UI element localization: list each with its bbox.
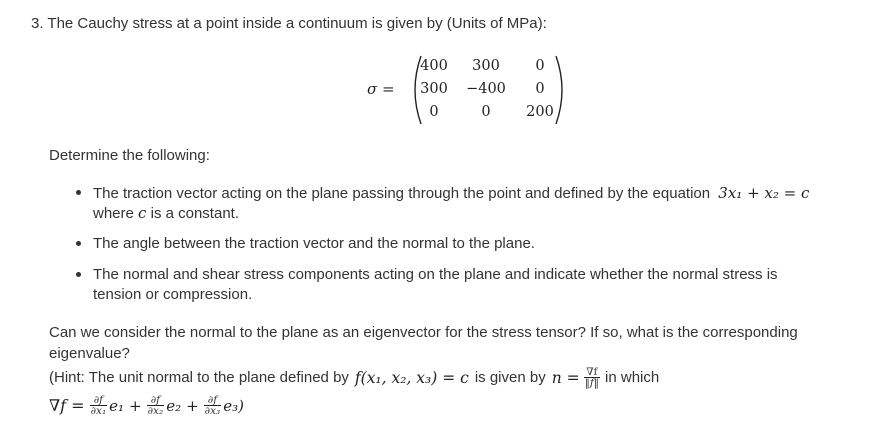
eigenvector-question-line-1: Can we consider the normal to the plane as an eigenvector for the stress tensor? If so, what is the corresponding xyxy=(49,324,798,341)
gradient-expression xyxy=(49,395,244,416)
partial-denominator: ∂x₂ xyxy=(147,405,164,417)
plane-equation: 3x₁ + x₂ = c xyxy=(718,184,810,202)
bullet-dot xyxy=(76,190,81,195)
matrix-cell-1-1: 400 xyxy=(420,58,448,74)
hint-n: n = xyxy=(551,368,580,387)
partial-denominator: ∂x₃ xyxy=(204,405,221,417)
hint-function: f(x₁, x₂, x₃) = c xyxy=(354,368,469,387)
determine-label: Determine the following: xyxy=(49,147,210,164)
fraction-denominator: ‖f‖ xyxy=(584,377,600,389)
hint-line xyxy=(49,367,659,388)
partial-fraction-3 xyxy=(204,395,222,416)
hint-middle: is given by xyxy=(474,369,546,386)
plus-operator: + xyxy=(186,396,199,415)
basis-vector: e₂ xyxy=(166,396,182,415)
bullet-1-constant-text: is a constant. xyxy=(150,205,239,222)
bullet-1-text: The traction vector acting on the plane passing through the point and defined by the equation xyxy=(93,185,711,202)
matrix-cell-3-2: 0 xyxy=(481,104,491,120)
bullet-1-line-2 xyxy=(93,204,239,222)
matrix-cell-1-2: 300 xyxy=(472,58,500,74)
partial-fraction-2 xyxy=(147,395,165,416)
bullet-1-line-1 xyxy=(93,184,809,202)
gradient-lhs: ∇f = xyxy=(49,396,85,415)
sigma-label: σ = xyxy=(367,80,395,98)
bullet-2-text: The angle between the traction vector and the normal to the plane. xyxy=(93,235,535,252)
basis-vector: e₁ xyxy=(109,396,125,415)
unit-normal-fraction xyxy=(584,367,600,388)
matrix-cell-2-3: 0 xyxy=(535,81,545,97)
bullet-3-line-1: The normal and shear stress components acting on the plane and indicate whether the normal stress is xyxy=(93,266,778,283)
stress-matrix xyxy=(410,54,567,126)
partial-fraction-1 xyxy=(90,395,108,416)
partial-numerator: ∂f xyxy=(204,395,222,406)
matrix-cell-2-1: 300 xyxy=(420,81,448,97)
bullet-1-where: where xyxy=(93,205,134,222)
partial-numerator: ∂f xyxy=(147,395,165,406)
bullet-3-line-2: tension or compression. xyxy=(93,286,253,303)
question-heading xyxy=(31,15,547,32)
bullet-dot xyxy=(76,241,81,246)
hint-prefix: (Hint: The unit normal to the plane defined by xyxy=(49,369,349,386)
matrix-cell-2-2: −400 xyxy=(466,81,506,97)
partial-denominator: ∂x₁ xyxy=(90,405,107,417)
eigenvector-question-line-2: eigenvalue? xyxy=(49,345,130,362)
bullet-dot xyxy=(76,272,81,277)
question-number: 3. xyxy=(31,15,44,32)
question-intro: The Cauchy stress at a point inside a continuum is given by (Units of MPa): xyxy=(47,15,547,32)
hint-suffix: in which xyxy=(605,369,660,386)
partial-numerator: ∂f xyxy=(90,395,108,406)
fraction-numerator: ∇f xyxy=(584,367,600,378)
constant-c: c xyxy=(138,204,147,222)
matrix-cell-3-3: 200 xyxy=(526,104,554,120)
matrix-cell-1-3: 0 xyxy=(535,58,545,74)
plus-operator: + xyxy=(129,396,142,415)
matrix-cell-3-1: 0 xyxy=(429,104,439,120)
basis-vector: e₃) xyxy=(223,396,244,415)
